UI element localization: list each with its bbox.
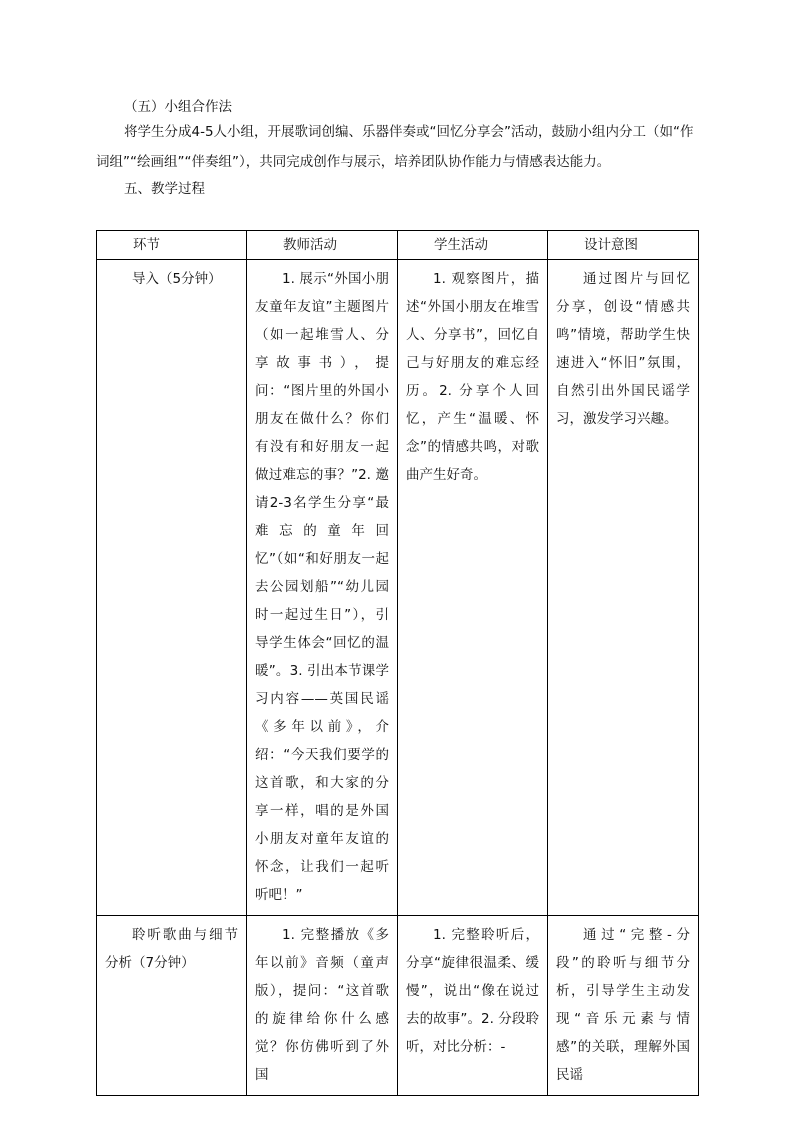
header-intent: 设计意图 (548, 231, 699, 260)
student-activity-cell: 1. 观察图片，描述“外国小朋友在堆雪人、分享书”，回忆自己与好朋友的难忘经历。2. 分享个人回忆，产生“温暖、怀念”的情感共鸣，对歌曲产生好奇。 (398, 260, 548, 916)
teaching-process-table (96, 230, 699, 1096)
teacher-activity-cell: 1. 展示“外国小朋友童年友谊”主题图片（如一起堆雪人、分享故事书），提问：“图片里的外国小朋友在做什么？你们有没有和好朋友一起做过难忘的事？”2. 邀请2-3名学生分享“最难忘的童年回忆”（如“和好朋友一起去公园划船”“幼儿园时一起过生日”），引导学生体会“回忆的温暖”。3. 引出本节课学习内容——英国民谣《多年以前》，介绍：“今天我们要学的这首歌，和大家的分享一样，唱的是外国小朋友对童年友谊的怀念，让我们一起听听吧！” (247, 260, 398, 916)
table-header-row (97, 231, 699, 260)
table-row (97, 260, 699, 916)
header-teacher: 教师活动 (247, 231, 398, 260)
student-activity-cell: 1. 完整聆听后，分享“旋律很温柔、缓慢”，说出“像在说过去的故事”。2. 分段聆听，对比分析：- (398, 916, 548, 1096)
stage-cell: 导入（5分钟） (97, 260, 247, 916)
header-stage: 环节 (97, 231, 247, 260)
teacher-activity-cell: 1. 完整播放《多年以前》音频（童声版），提问：“这首歌的旋律给你什么感觉？你仿佛听到了外国 (247, 916, 398, 1096)
header-student: 学生活动 (398, 231, 548, 260)
design-intent-cell: 通过“完整-分段”的聆听与细节分析，引导学生主动发现“音乐元素与情感”的关联，理解外国民谣 (548, 916, 699, 1096)
intro-paragraph: 将学生分成4-5人小组，开展歌词创编、乐器伴奏或“回忆分享会”活动，鼓励小组内分工（如“作词组”“绘画组”“伴奏组”），共同完成创作与展示，培养团队协作能力与情感表达能力。 (96, 124, 694, 170)
stage-cell: 聆听歌曲与细节分析（7分钟） (97, 916, 247, 1096)
design-intent-cell: 通过图片与回忆分享，创设“情感共鸣”情境，帮助学生快速进入“怀旧”氛围，自然引出外国民谣学习，激发学习兴趣。 (548, 260, 699, 916)
section-title: 五、教学过程 (124, 181, 205, 197)
table-row (97, 916, 699, 1096)
subsection-heading: （五）小组合作法 (124, 99, 232, 115)
